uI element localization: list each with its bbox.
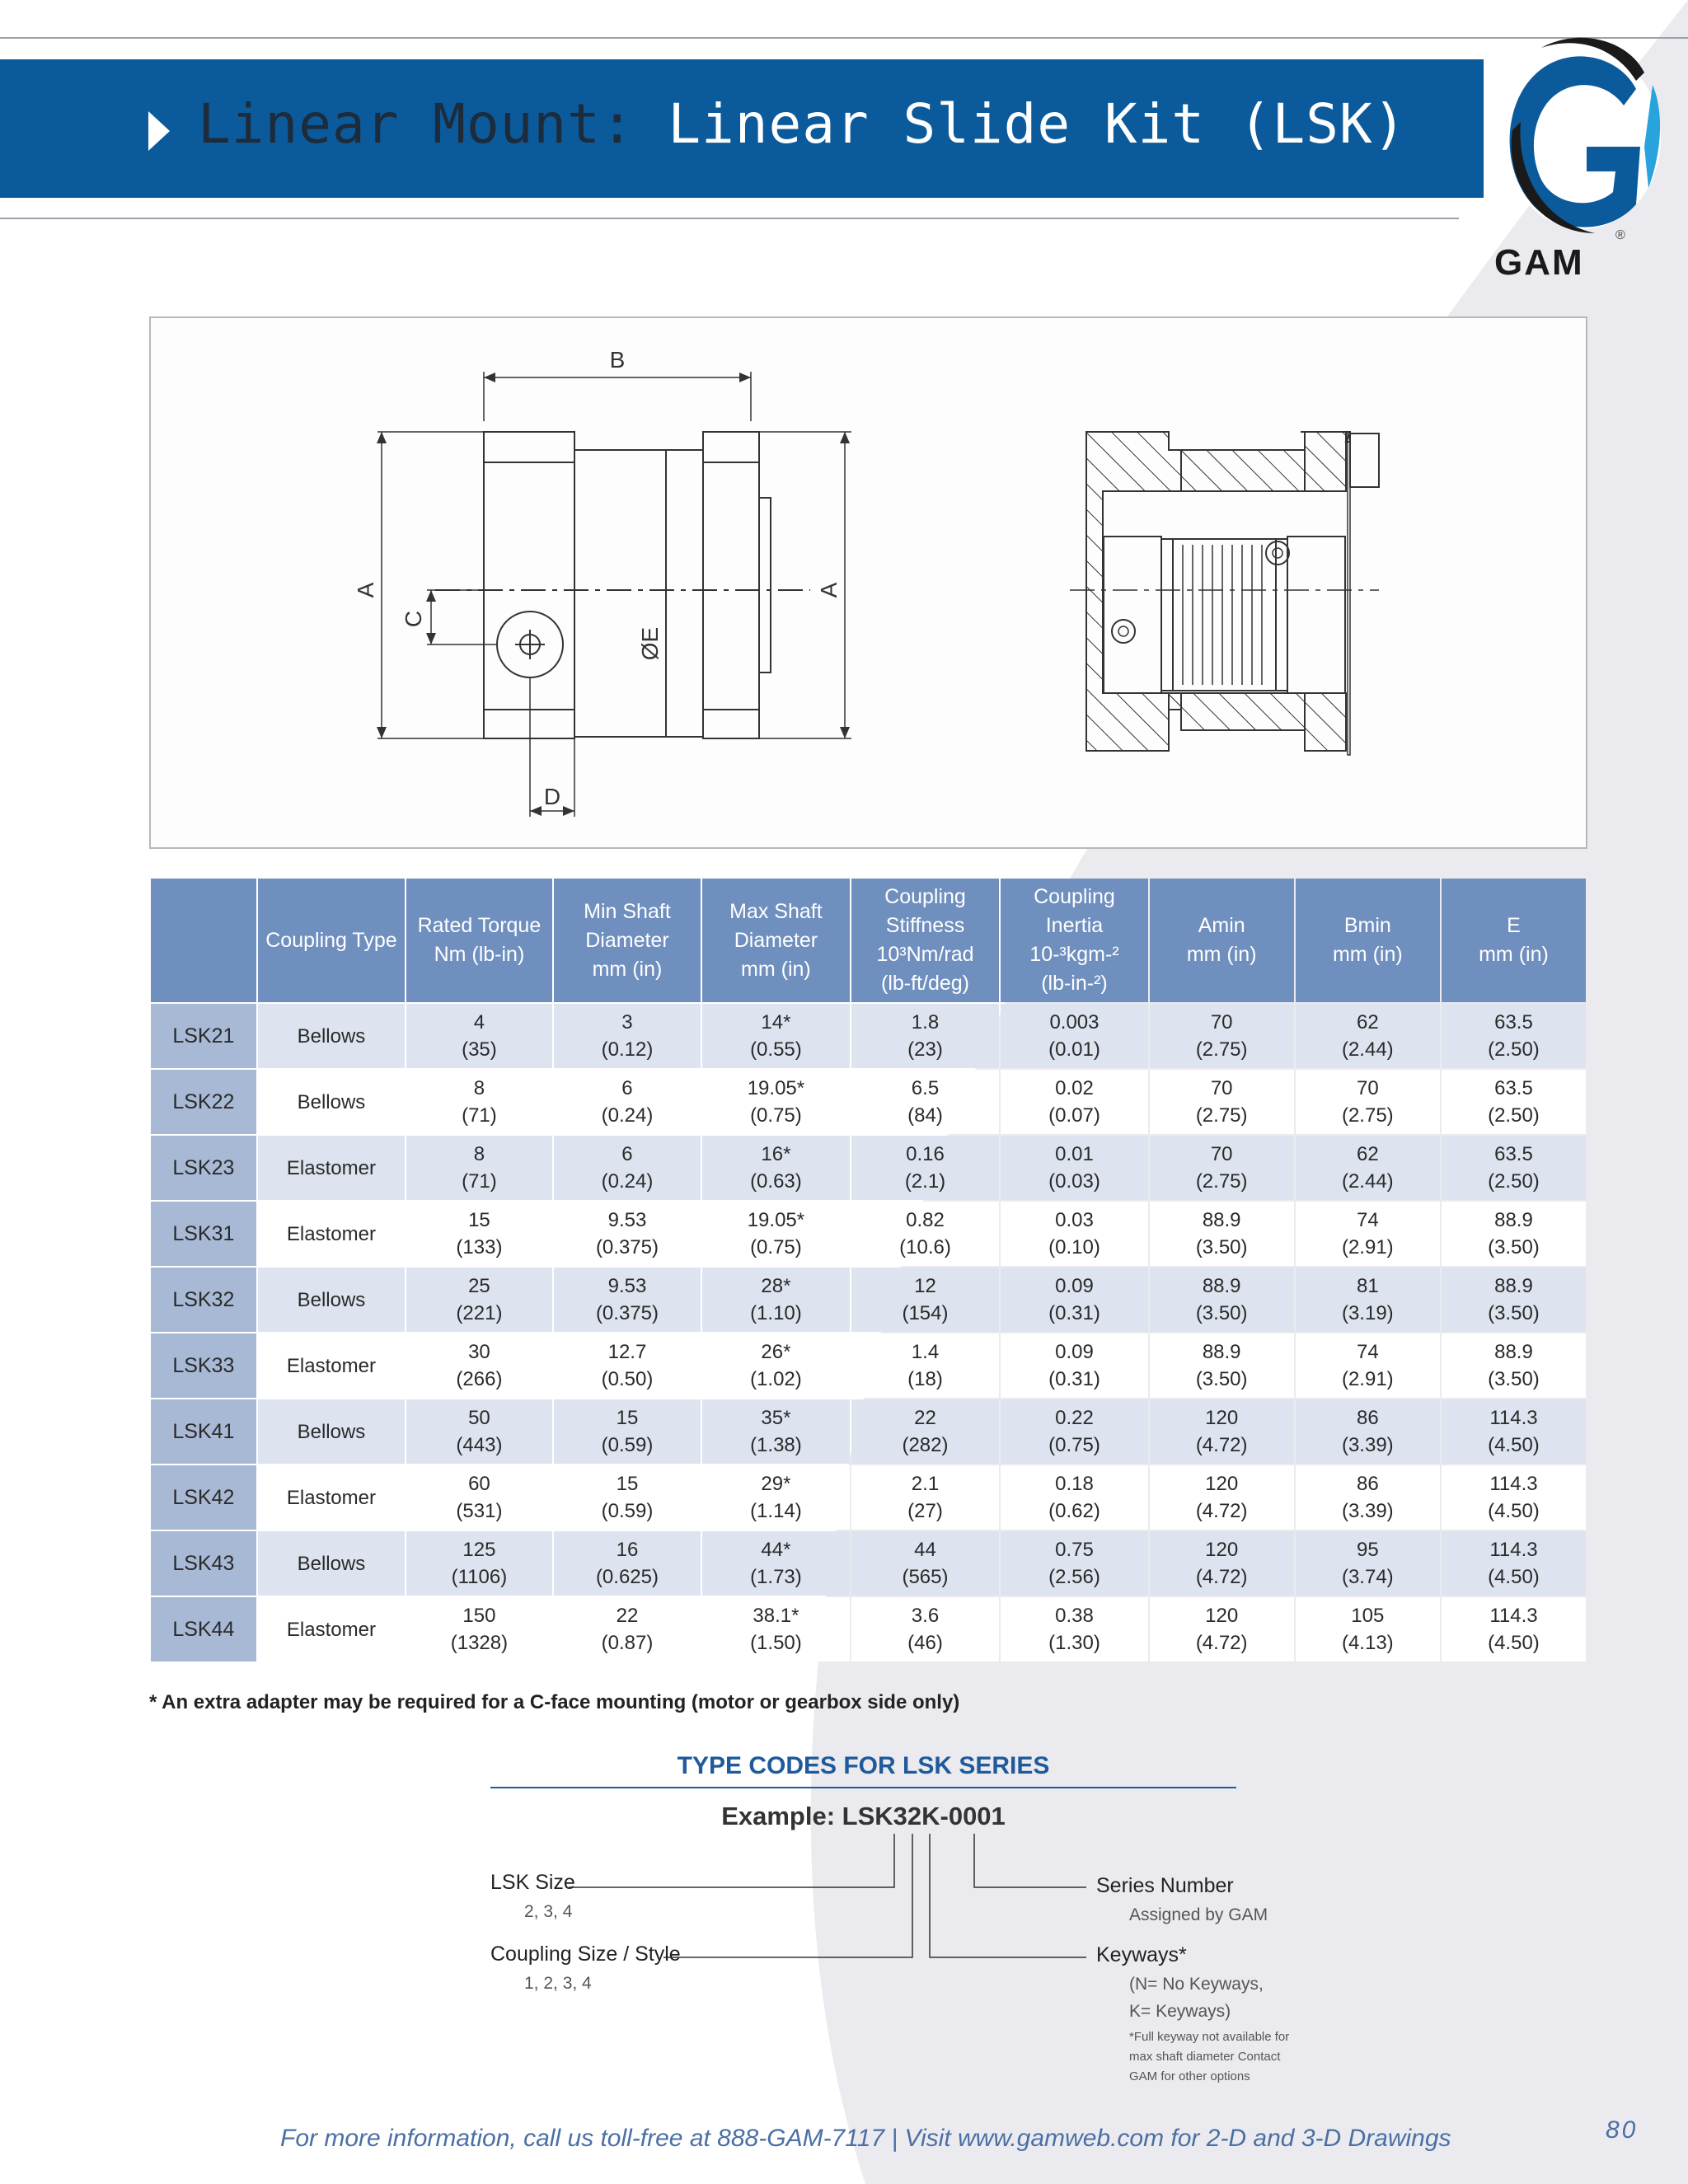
imperial-value: (0.75) [750, 1104, 802, 1127]
coupling-type-cell: Elastomer [258, 1465, 405, 1530]
metric-value: 125 [462, 1539, 496, 1561]
metric-value: 16 [616, 1539, 639, 1561]
imperial-value: (2.75) [1195, 1104, 1248, 1127]
metric-value: 81 [1356, 1275, 1379, 1297]
column-header-line: Inertia [1045, 914, 1104, 937]
imperial-value: (3.74) [1341, 1566, 1394, 1588]
metric-value: 26* [761, 1341, 791, 1363]
metric-value: 88.9 [1202, 1341, 1241, 1363]
imperial-value: (84) [907, 1104, 943, 1127]
imperial-value: (4.50) [1488, 1500, 1540, 1522]
metric-value: 0.09 [1055, 1341, 1094, 1363]
metric-value: 1.4 [911, 1341, 940, 1363]
metric-value: 88.9 [1202, 1209, 1241, 1231]
imperial-value: (0.87) [601, 1632, 654, 1654]
metric-value: 120 [1205, 1473, 1239, 1495]
metric-value: 0.01 [1055, 1143, 1094, 1165]
metric-value: 9.53 [607, 1275, 647, 1297]
imperial-value: (4.72) [1195, 1500, 1248, 1522]
imperial-value: (154) [902, 1302, 949, 1324]
metric-value: 44* [761, 1539, 791, 1561]
imperial-value: (27) [907, 1500, 943, 1522]
metric-value: 0.22 [1055, 1407, 1094, 1429]
imperial-value: (0.24) [601, 1104, 654, 1127]
imperial-value: (0.375) [595, 1236, 659, 1258]
metric-value: 95 [1356, 1539, 1379, 1561]
metric-value: 62 [1356, 1011, 1379, 1033]
model-cell: LSK32 [151, 1268, 256, 1332]
imperial-value: (4.72) [1195, 1632, 1248, 1654]
column-header-line: Amin [1198, 914, 1245, 937]
footer-contact-text: For more information, call us toll-free at 888-GAM-7117 | Visit www.gamweb.com for 2-D and 3-D Drawings [280, 2125, 1451, 2152]
metric-value: 2.1 [911, 1473, 940, 1495]
metric-value: 0.003 [1049, 1011, 1100, 1033]
metric-value: 16* [761, 1143, 791, 1165]
metric-value: 15 [468, 1209, 490, 1231]
metric-value: 88.9 [1202, 1275, 1241, 1297]
metric-value: 74 [1356, 1209, 1379, 1231]
metric-value: 120 [1205, 1407, 1239, 1429]
imperial-value: (0.62) [1048, 1500, 1100, 1522]
metric-value: 0.02 [1055, 1077, 1094, 1099]
series-number-label: Series Number [1096, 1874, 1234, 1897]
metric-value: 88.9 [1494, 1341, 1533, 1363]
imperial-value: (2.50) [1488, 1104, 1540, 1127]
imperial-value: (71) [462, 1104, 497, 1127]
coupling-type-cell: Bellows [258, 1004, 405, 1068]
imperial-value: (2.44) [1341, 1170, 1394, 1193]
metric-value: 6.5 [911, 1077, 940, 1099]
imperial-value: (18) [907, 1368, 943, 1390]
column-header-line: mm (in) [1479, 943, 1549, 966]
metric-value: 0.75 [1055, 1539, 1094, 1561]
coupling-type-cell: Bellows [258, 1399, 405, 1464]
imperial-value: (3.19) [1341, 1302, 1394, 1324]
metric-value: 8 [473, 1077, 485, 1099]
metric-value: 14* [761, 1011, 791, 1033]
imperial-value: (3.39) [1341, 1434, 1394, 1456]
model-cell: LSK44 [151, 1597, 256, 1661]
imperial-value: (0.55) [750, 1038, 802, 1061]
column-header-line: mm (in) [592, 957, 663, 981]
metric-value: 86 [1356, 1473, 1379, 1495]
imperial-value: (443) [456, 1434, 503, 1456]
column-header-line: mm (in) [741, 957, 811, 981]
imperial-value: (0.31) [1048, 1368, 1100, 1390]
metric-value: 0.03 [1055, 1209, 1094, 1231]
coupling-type-cell: Elastomer [258, 1202, 405, 1266]
imperial-value: (4.72) [1195, 1434, 1248, 1456]
metric-value: 0.16 [906, 1143, 945, 1165]
type-codes-example: Example: LSK32K-0001 [721, 1802, 1006, 1830]
metric-value: 63.5 [1494, 1011, 1533, 1033]
column-header-line: mm (in) [1332, 943, 1403, 966]
model-cell: LSK42 [151, 1465, 256, 1530]
imperial-value: (0.50) [601, 1368, 654, 1390]
metric-value: 19.05* [747, 1209, 805, 1231]
model-cell: LSK23 [151, 1136, 256, 1200]
imperial-value: (2.75) [1341, 1104, 1394, 1127]
type-codes-heading: TYPE CODES FOR LSK SERIES [677, 1752, 1050, 1779]
metric-value: 3 [621, 1011, 633, 1033]
metric-value: 62 [1356, 1143, 1379, 1165]
column-header-line: 10-³kgm-² [1029, 943, 1119, 966]
imperial-value: (531) [456, 1500, 503, 1522]
imperial-value: (4.72) [1195, 1566, 1248, 1588]
lsk-size-label: LSK Size [490, 1871, 575, 1894]
imperial-value: (1106) [451, 1566, 508, 1588]
metric-value: 70 [1356, 1077, 1379, 1099]
dim-label-d: D [543, 784, 561, 809]
metric-value: 1.8 [911, 1011, 940, 1033]
metric-value: 114.3 [1489, 1407, 1538, 1429]
metric-value: 22 [616, 1605, 639, 1627]
metric-value: 0.18 [1055, 1473, 1094, 1495]
metric-value: 12.7 [607, 1341, 647, 1363]
metric-value: 88.9 [1494, 1209, 1533, 1231]
metric-value: 120 [1205, 1539, 1239, 1561]
column-header-line: Diameter [734, 928, 818, 952]
imperial-value: (35) [462, 1038, 497, 1061]
imperial-value: (133) [456, 1236, 503, 1258]
metric-value: 28* [761, 1275, 791, 1297]
imperial-value: (1.14) [750, 1500, 802, 1522]
metric-value: 15 [616, 1473, 639, 1495]
column-header-line: Diameter [585, 928, 669, 952]
coupling-type-cell: Bellows [258, 1268, 405, 1332]
metric-value: 0.09 [1055, 1275, 1094, 1297]
metric-value: 0.82 [906, 1209, 945, 1231]
metric-value: 9.53 [607, 1209, 647, 1231]
metric-value: 38.1* [753, 1605, 799, 1627]
metric-value: 70 [1210, 1143, 1233, 1165]
imperial-value: (2.1) [904, 1170, 946, 1193]
imperial-value: (2.75) [1195, 1170, 1248, 1193]
model-cell: LSK33 [151, 1333, 256, 1398]
imperial-value: (4.13) [1341, 1632, 1394, 1654]
imperial-value: (2.75) [1195, 1038, 1248, 1061]
model-cell: LSK22 [151, 1070, 256, 1134]
table-footnote: * An extra adapter may be required for a C-face mounting (motor or gearbox side only) [149, 1691, 960, 1713]
imperial-value: (0.10) [1048, 1236, 1100, 1258]
imperial-value: (1.38) [750, 1434, 802, 1456]
title-prefix: Linear Mount: [198, 92, 635, 156]
column-header-line: mm (in) [1186, 943, 1257, 966]
metric-value: 70 [1210, 1011, 1233, 1033]
logo-text: GAM [1494, 242, 1584, 283]
imperial-value: (0.01) [1048, 1038, 1100, 1061]
metric-value: 86 [1356, 1407, 1379, 1429]
imperial-value: (1.30) [1048, 1632, 1100, 1654]
column-header-line: Coupling Type [265, 928, 397, 952]
imperial-value: (0.31) [1048, 1302, 1100, 1324]
imperial-value: (3.39) [1341, 1500, 1394, 1522]
coupling-type-cell: Elastomer [258, 1136, 405, 1200]
metric-value: 0.38 [1055, 1605, 1094, 1627]
column-header-line: (lb-ft/deg) [881, 972, 969, 995]
metric-value: 63.5 [1494, 1143, 1533, 1165]
imperial-value: (2.56) [1048, 1566, 1100, 1588]
coupling-size-values: 1, 2, 3, 4 [524, 1974, 592, 1993]
imperial-value: (0.12) [601, 1038, 654, 1061]
imperial-value: (1328) [450, 1632, 509, 1654]
metric-value: 44 [914, 1539, 936, 1561]
metric-value: 25 [468, 1275, 490, 1297]
imperial-value: (4.50) [1488, 1632, 1540, 1654]
column-header-line: Bmin [1343, 914, 1391, 937]
keyways-desc-2: K= Keyways) [1129, 2002, 1231, 2021]
coupling-type-cell: Bellows [258, 1531, 405, 1596]
dim-label-a-right: A [816, 582, 842, 598]
metric-value: 60 [468, 1473, 490, 1495]
coupling-type-cell: Bellows [258, 1070, 405, 1134]
metric-value: 114.3 [1489, 1539, 1538, 1561]
model-cell: LSK31 [151, 1202, 256, 1266]
metric-value: 29* [761, 1473, 791, 1495]
metric-value: 4 [473, 1011, 485, 1033]
imperial-value: (3.50) [1488, 1302, 1540, 1324]
coupling-size-label: Coupling Size / Style [490, 1943, 681, 1966]
metric-value: 8 [473, 1143, 485, 1165]
column-header-line: E [1507, 914, 1521, 937]
imperial-value: (0.59) [601, 1434, 654, 1456]
imperial-value: (2.50) [1488, 1038, 1540, 1061]
metric-value: 114.3 [1489, 1473, 1538, 1495]
imperial-value: (0.63) [750, 1170, 802, 1193]
coupling-type-cell: Elastomer [258, 1597, 405, 1661]
dim-label-a-left: A [353, 582, 378, 598]
imperial-value: (0.03) [1048, 1170, 1100, 1193]
metric-value: 105 [1351, 1605, 1385, 1627]
metric-value: 114.3 [1489, 1605, 1538, 1627]
column-header-line: Coupling [884, 885, 966, 908]
column-header-line: (lb-in-²) [1041, 972, 1108, 995]
metric-value: 15 [616, 1407, 639, 1429]
imperial-value: (1.73) [750, 1566, 802, 1588]
imperial-value: (0.75) [1048, 1434, 1100, 1456]
imperial-value: (3.50) [1195, 1236, 1248, 1258]
imperial-value: (2.50) [1488, 1170, 1540, 1193]
imperial-value: (23) [907, 1038, 943, 1061]
metric-value: 50 [468, 1407, 490, 1429]
column-header-line: Max Shaft [729, 899, 823, 923]
imperial-value: (221) [456, 1302, 503, 1324]
imperial-value: (565) [902, 1566, 949, 1588]
keyways-note: *Full keyway not available for max shaft diameter Contact GAM for other options [1129, 2030, 1290, 2083]
metric-value: 74 [1356, 1341, 1379, 1363]
imperial-value: (0.59) [601, 1500, 654, 1522]
imperial-value: (266) [456, 1368, 503, 1390]
imperial-value: (3.50) [1195, 1302, 1248, 1324]
imperial-value: (3.50) [1195, 1368, 1248, 1390]
metric-value: 3.6 [911, 1605, 940, 1627]
logo-registered: ® [1615, 228, 1625, 242]
imperial-value: (0.375) [595, 1302, 659, 1324]
imperial-value: (46) [907, 1632, 943, 1654]
imperial-value: (2.91) [1341, 1368, 1394, 1390]
column-header-line: Coupling [1034, 885, 1115, 908]
series-number-desc: Assigned by GAM [1129, 1905, 1268, 1924]
coupling-type-cell: Elastomer [258, 1333, 405, 1398]
column-header-line: Rated Torque [417, 914, 542, 937]
imperial-value: (0.625) [595, 1566, 659, 1588]
lsk-size-values: 2, 3, 4 [524, 1902, 573, 1921]
metric-value: 30 [468, 1341, 490, 1363]
imperial-value: (10.6) [899, 1236, 951, 1258]
model-cell: LSK41 [151, 1399, 256, 1464]
imperial-value: (3.50) [1488, 1368, 1540, 1390]
title-main: Linear Slide Kit (LSK) [668, 92, 1407, 156]
metric-value: 120 [1205, 1605, 1239, 1627]
imperial-value: (1.10) [750, 1302, 802, 1324]
dim-label-c: C [401, 610, 426, 628]
imperial-value: (2.91) [1341, 1236, 1394, 1258]
metric-value: 19.05* [747, 1077, 805, 1099]
imperial-value: (71) [462, 1170, 497, 1193]
imperial-value: (4.50) [1488, 1434, 1540, 1456]
metric-value: 12 [914, 1275, 936, 1297]
page-number: 80 [1606, 2116, 1639, 2144]
imperial-value: (282) [902, 1434, 949, 1456]
dim-label-e: ØE [637, 626, 663, 661]
column-header-line: 10³Nm/rad [876, 943, 974, 966]
metric-value: 35* [761, 1407, 791, 1429]
column-header-line: Min Shaft [584, 899, 671, 923]
imperial-value: (0.75) [750, 1236, 802, 1258]
imperial-value: (4.50) [1488, 1566, 1540, 1588]
metric-value: 63.5 [1494, 1077, 1533, 1099]
model-cell: LSK21 [151, 1004, 256, 1068]
imperial-value: (1.50) [750, 1632, 802, 1654]
column-header-line: Nm (lb-in) [434, 943, 525, 966]
imperial-value: (0.24) [601, 1170, 654, 1193]
metric-value: 6 [621, 1077, 633, 1099]
keyways-desc-1: (N= No Keyways, [1129, 1975, 1264, 1994]
dim-label-b: B [609, 347, 626, 373]
metric-value: 22 [914, 1407, 936, 1429]
imperial-value: (3.50) [1488, 1236, 1540, 1258]
metric-value: 70 [1210, 1077, 1233, 1099]
imperial-value: (2.44) [1341, 1038, 1394, 1061]
model-cell: LSK43 [151, 1531, 256, 1596]
column-header-line: Stiffness [885, 914, 965, 937]
imperial-value: (1.02) [750, 1368, 802, 1390]
imperial-value: (0.07) [1048, 1104, 1100, 1127]
metric-value: 150 [462, 1605, 496, 1627]
metric-value: 88.9 [1494, 1275, 1533, 1297]
keyways-label: Keyways* [1096, 1943, 1187, 1966]
metric-value: 6 [621, 1143, 633, 1165]
